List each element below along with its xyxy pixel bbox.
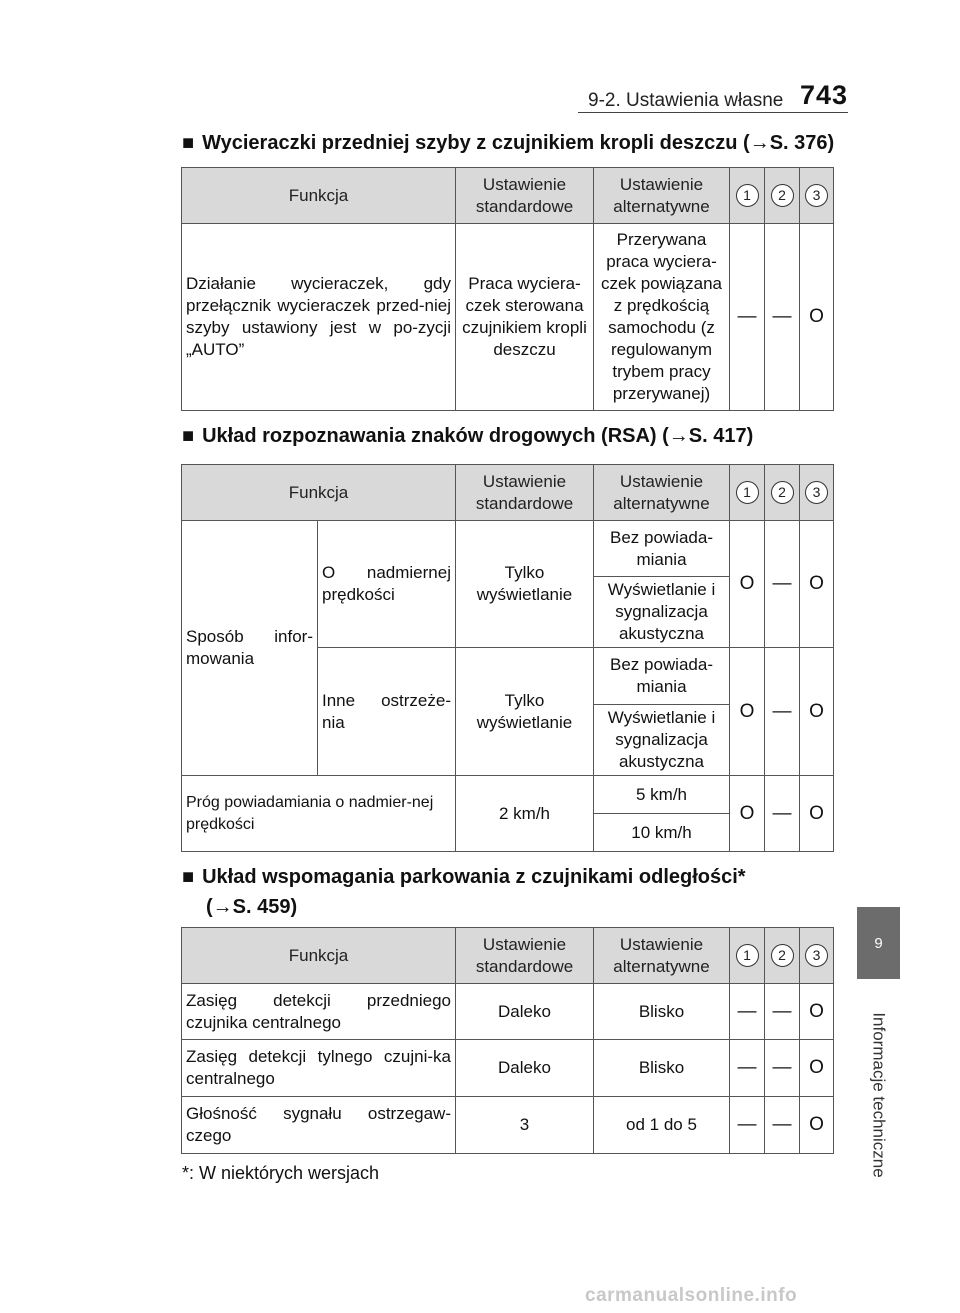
default-cell: Tylko wyświetlanie [456,521,594,648]
parking-settings-table [181,927,834,1154]
sub-function-cell: O nadmiernej prędkości [318,521,456,648]
circled-number-2: 2 [771,944,794,967]
mark-3-cell: O [800,1040,834,1097]
table-row [182,776,834,814]
header-default: Ustawienie standardowe [456,928,594,984]
square-bullet-icon: ■ [182,866,195,888]
header-col1 [730,928,765,984]
mark-1-cell: — [730,984,765,1040]
default-cell: Praca wyciera-czek sterowana czujnikiem kropli deszczu [456,224,594,411]
table-header-row [182,465,834,521]
section-heading-line1 [182,862,746,892]
circled-number-1: 1 [736,944,759,967]
header-alternative: Ustawienie alternatywne [594,928,730,984]
mark-3-cell: O [800,224,834,411]
section-heading-text: Układ rozpoznawania znaków drogowych (RSA) (→S. 417) [202,425,754,447]
alternative-cell: 10 km/h [594,814,730,852]
section-heading-line2: (→S. 459) [206,896,298,918]
circled-number-2: 2 [771,481,794,504]
mark-1-cell: — [730,1097,765,1154]
square-bullet-icon: ■ [182,132,195,154]
square-bullet-icon: ■ [182,425,195,447]
chapter-title: Informacje techniczne [869,1012,889,1178]
mark-2-cell: — [765,648,800,776]
mark-1-cell: O [730,776,765,852]
mark-2-cell: — [765,776,800,852]
alternative-cell: Bez powiada-miania [594,521,730,577]
rsa-settings-table [181,464,834,852]
header-col1 [730,465,765,521]
watermark: carmanualsonline.info [585,1285,798,1306]
default-cell: Daleko [456,1040,594,1097]
mark-3-cell: O [800,648,834,776]
header-alternative: Ustawienie alternatywne [594,168,730,224]
chapter-number-tab: 9 [857,907,900,979]
mark-1-cell: O [730,521,765,648]
header-col3 [800,465,834,521]
mark-3-cell: O [800,776,834,852]
table-row [182,984,834,1040]
table-row [182,224,834,411]
header-alternative: Ustawienie alternatywne [594,465,730,521]
table-header-row [182,928,834,984]
default-cell: Tylko wyświetlanie [456,648,594,776]
sub-function-cell: Inne ostrzeże-nia [318,648,456,776]
mark-1-cell: — [730,1040,765,1097]
mark-3-cell: O [800,1097,834,1154]
header-function: Funkcja [182,928,456,984]
mark-2-cell: — [765,1040,800,1097]
table-header-row [182,168,834,224]
circled-number-1: 1 [736,481,759,504]
mark-3-cell: O [800,521,834,648]
mark-2-cell: — [765,224,800,411]
circled-number-2: 2 [771,184,794,207]
mark-2-cell: — [765,1097,800,1154]
header-function: Funkcja [182,465,456,521]
section-heading-text: Wycieraczki przedniej szyby z czujnikiem kropli deszczu (→S. 376) [202,132,835,154]
header-col2 [765,465,800,521]
function-cell: Głośność sygnału ostrzegaw-czego [182,1097,456,1154]
header-default: Ustawienie standardowe [456,168,594,224]
alternative-cell: Bez powiada-miania [594,648,730,705]
default-cell: 3 [456,1097,594,1154]
alternative-cell: Blisko [594,984,730,1040]
default-cell: 2 km/h [456,776,594,852]
section-title: 9-2. Ustawienia własne [588,90,784,111]
alternative-cell: Blisko [594,1040,730,1097]
function-cell: Zasięg detekcji przedniego czujnika centralnego [182,984,456,1040]
header-col1 [730,168,765,224]
section-heading-wipers [182,128,834,158]
header-col3 [800,168,834,224]
chapter-title-tab [857,980,900,1210]
header-col2 [765,928,800,984]
function-cell: Działanie wycieraczek, gdy przełącznik wycieraczek przed-niej szyby ustawiony jest w po-zycji „AUTO” [182,224,456,411]
section-heading-rsa [182,421,753,451]
alternative-cell: od 1 do 5 [594,1097,730,1154]
default-cell: Daleko [456,984,594,1040]
mark-1-cell: — [730,224,765,411]
table-row [182,521,834,577]
section-heading-parking [182,862,746,922]
mark-3-cell: O [800,984,834,1040]
circled-number-3: 3 [805,184,828,207]
group-function-cell: Sposób infor-mowania [182,521,318,776]
circled-number-3: 3 [805,944,828,967]
circled-number-3: 3 [805,481,828,504]
footnote: *: W niektórych wersjach [182,1163,380,1183]
wipers-settings-table [181,167,834,411]
alternative-cell: Przerywana praca wyciera-czek powiązana z prędkością samochodu (z regulowanym trybem pracy przerywanej) [594,224,730,411]
alternative-cell: 5 km/h [594,776,730,814]
function-cell: Zasięg detekcji tylnego czujni-ka centralnego [182,1040,456,1097]
header-function: Funkcja [182,168,456,224]
header-col2 [765,168,800,224]
circled-number-1: 1 [736,184,759,207]
table-row [182,1097,834,1154]
mark-2-cell: — [765,984,800,1040]
table-row [182,1040,834,1097]
mark-1-cell: O [730,648,765,776]
page-number: 743 [800,80,849,110]
alternative-cell: Wyświetlanie i sygnalizacja akustyczna [594,577,730,648]
alternative-cell: Wyświetlanie i sygnalizacja akustyczna [594,705,730,776]
header-divider [578,112,848,113]
function-cell: Próg powiadamiania o nadmier-nej prędkości [182,776,456,852]
mark-2-cell: — [765,521,800,648]
section-heading-text: Układ wspomagania parkowania z czujnikami odległości* [202,866,746,888]
header-default: Ustawienie standardowe [456,465,594,521]
header-col3 [800,928,834,984]
